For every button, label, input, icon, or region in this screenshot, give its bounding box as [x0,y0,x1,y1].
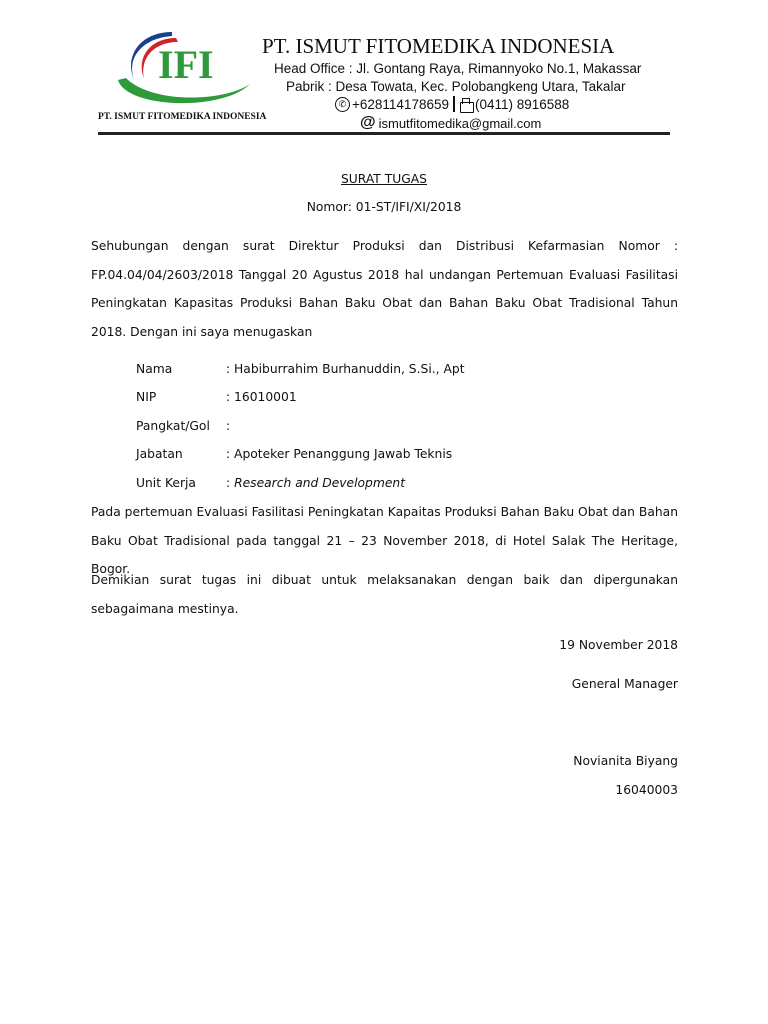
field-label: Pangkat/Gol [136,419,210,433]
letter-date: 19 November 2018 [559,638,678,652]
opening-paragraph: Sehubungan dengan surat Direktur Produksi dan Distribusi Kefarmasian Nomor : FP.04.04/04/2603/2018 Tanggal 20 Agustus 2018 hal undangan Pertemuan Evaluasi Fasilitasi Peningkatan Kapasitas Produksi Bahan Baku Obat dan Bahan Baku Obat Tradisional Tahun 2018. Dengan ini saya menugaskan [91,239,678,339]
signer-id: 16040003 [615,783,678,797]
field-label: Unit Kerja [136,476,196,490]
field-value [226,476,405,490]
separator [453,96,455,112]
phone-icon: ✆ [335,97,350,112]
field-label: Nama [136,362,173,376]
field-value: : 16010001 [226,390,297,404]
field-value-italic: Research and Development [234,476,406,490]
field-value: : Apoteker Penanggung Jawab Teknis [226,447,453,461]
company-logo [112,28,252,112]
closing-paragraph: Demikian surat tugas ini dibuat untuk melaksanakan dengan baik dan dipergunakan sebagaimana mestinya. [91,573,678,616]
company-name: PT. ISMUT FITOMEDIKA INDONESIA [262,34,615,58]
signer-position: General Manager [571,677,678,691]
logo-caption: PT. ISMUT FITOMEDIKA INDONESIA [98,112,267,122]
field-label: NIP [136,390,157,404]
logo-text: IFI [158,42,214,87]
factory-address: Pabrik : Desa Towata, Kec. Polobangkeng Utara, Takalar [286,79,626,94]
letter-number: Nomor: 01-ST/IFI/XI/2018 [306,200,462,214]
phone-number: +628114178659 [352,96,449,112]
head-office-address: Head Office : Jl. Gontang Raya, Rimannyoko No.1, Makassar [274,61,642,76]
signer-name: Novianita Biyang [573,754,678,768]
email-line [360,114,541,132]
field-value: : Habiburrahim Burhanuddin, S.Si., Apt [226,362,465,376]
field-value-prefix: : [226,476,235,490]
field-value: : [226,419,231,433]
body-paragraph: Pada pertemuan Evaluasi Fasilitasi Peningkatan Kapaitas Produksi Bahan Baku Obat dan Bahan Baku Obat Tradisional pada tanggal 21 – 23 November 2018, di Hotel Salak The Heritage, Bogor. [91,505,678,576]
letterhead [98,28,670,138]
email-address: ismutfitomedika@gmail.com [378,115,542,131]
fax-number: (0411) 8916588 [474,96,570,112]
field-label: Jabatan [136,447,183,461]
fax-icon [459,98,473,111]
email-icon: @ [360,114,376,131]
header-divider [98,132,670,135]
contact-line [335,96,569,112]
letter-title: SURAT TUGAS [341,172,427,186]
